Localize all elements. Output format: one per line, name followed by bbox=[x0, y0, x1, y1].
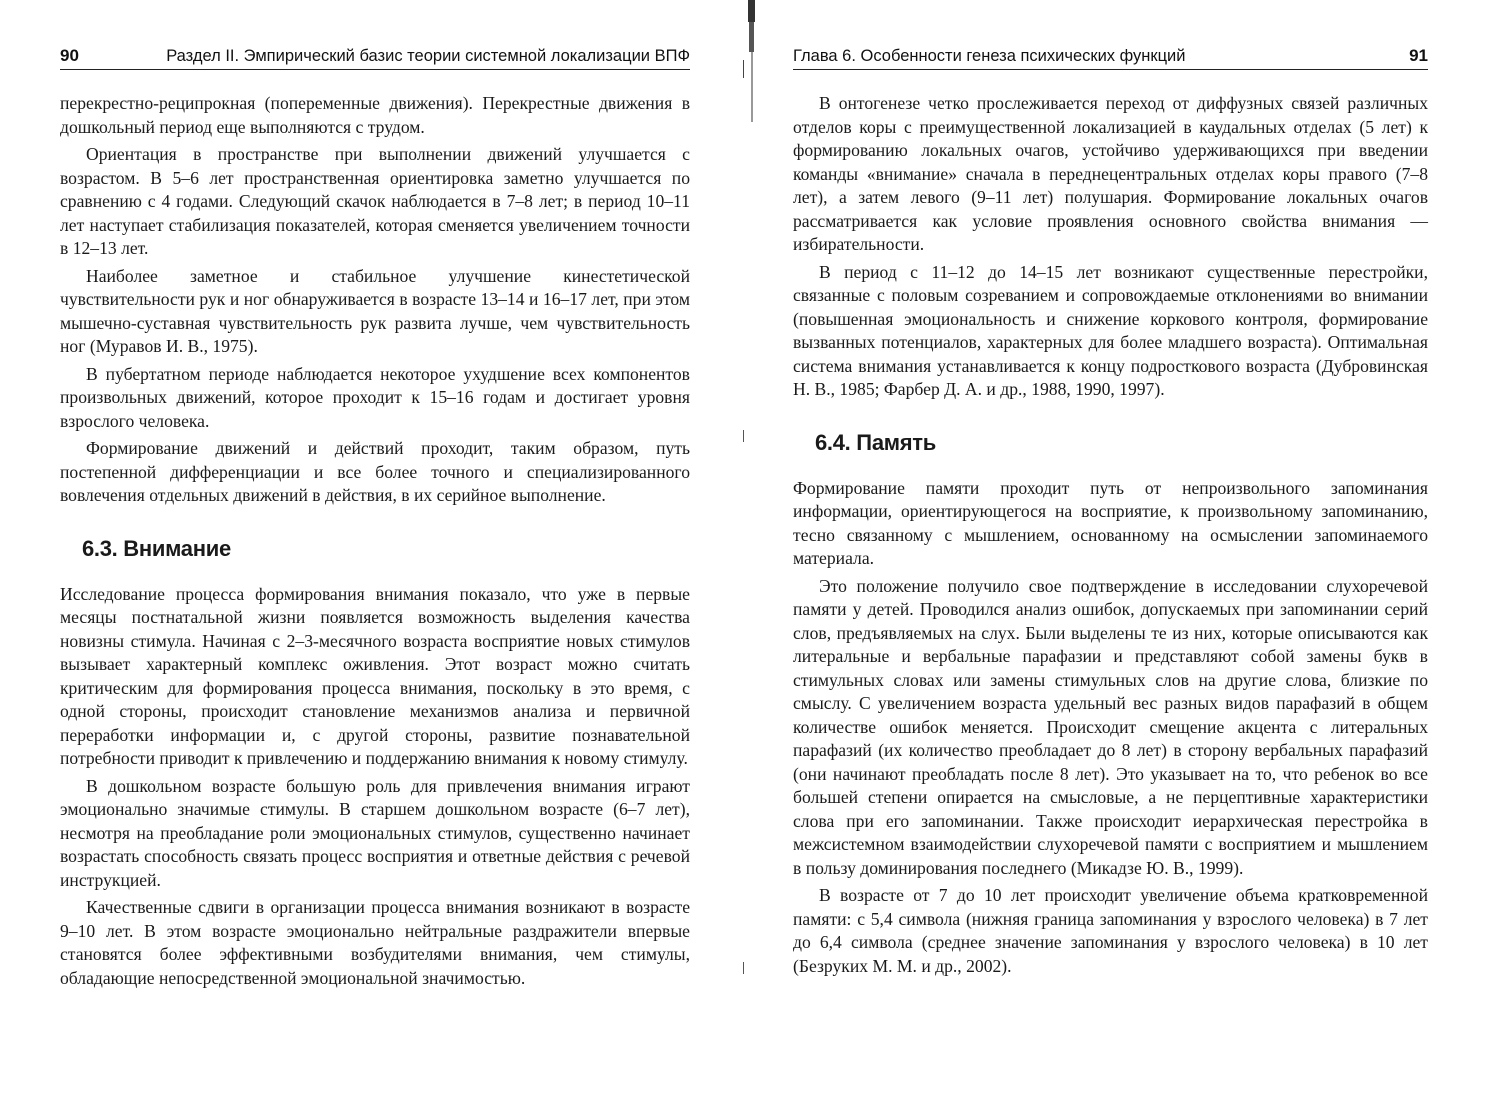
right-page-body bbox=[793, 92, 1428, 978]
left-header-rule bbox=[60, 69, 690, 70]
right-page-number: 91 bbox=[1409, 46, 1428, 65]
paragraph: В онтогенезе четко прослеживается переход от диффузных связей различных отделов коры с преимущественной локализацией в каудальных отделах (5 лет) к формированию локальных очагов, устойчиво удерживающихся при введении команды «внимание» сначала в переднецентральных отделах коры правого (7–8 лет), а затем левого (9–11 лет) полушария. Формирование локальных очагов рассматривается как условие проявления основного свойства внимания — избирательности. bbox=[793, 93, 1428, 254]
paragraph: В дошкольном возрасте большую роль для привлечения внимания играют эмоционально значимые стимулы. В старшем дошкольном возрасте (6–7 лет), несмотря на преобладание роли эмоциональных стимулов, существенно начинает возрастать способность связать процесс восприятия и ответные действия с речевой инструкцией. bbox=[60, 775, 690, 890]
section-heading-memory: 6.4. Память bbox=[815, 429, 936, 455]
paragraph: Наиболее заметное и стабильное улучшение кинестетической чувствительности рук и ног обнаруживается в возрасте 13–14 и 16–17 лет, при этом мышечно-суставная чувствительность рук развита лучше, чем чувствительность ног (Муравов И. В., 1975). bbox=[60, 265, 690, 356]
left-running-title: Раздел II. Эмпирический базис теории системной локализации ВПФ bbox=[166, 47, 690, 65]
paragraph: В возрасте от 7 до 10 лет происходит увеличение объема кратковременной памяти: с 5,4 символа (нижняя граница запоминания у взрослого человека) в 7 лет до 6,4 символа (среднее значение запоминания у взрослого человека) в 10 лет (Безруких М. М. и др., 2002). bbox=[793, 885, 1428, 976]
paragraph: Формирование памяти проходит путь от непроизвольного запоминания информации, ориентирующегося на восприятие, к произвольному запоминанию, тесно связанному с мышлением, основанному на осмыслении запоминаемого материала. bbox=[793, 477, 1428, 568]
left-page-body bbox=[60, 92, 690, 990]
paragraph: Исследование процесса формирования внимания показало, что уже в первые месяцы постнатальной жизни появляется возможность выделения качества новизны стимула. Начиная с 2–3-месячного возраста восприятие новых стимулов вызывает характерный комплекс оживления. Этот возраст можно считать критическим для формирования процесса внимания, поскольку в это время, с одной стороны, происходит становление механизмов анализа и первичной переработки информации и, с другой стороны, развитие познавательной потребности приводит к привлечению и поддержанию внимания к новому стимулу. bbox=[60, 583, 690, 768]
paragraph: перекрестно-реципрокная (попеременные движения). Перекрестные движения в дошкольный период еще выполняются с трудом. bbox=[60, 93, 690, 137]
paragraph: Ориентация в пространстве при выполнении движений улучшается с возрастом. В 5–6 лет пространственная ориентировка заметно улучшается по сравнению с 4 годами. Следующий скачок наблюдается в 7–8 лет; в период 10–11 лет наступает стабилизация показателей, которая сменяется увеличением точности в 12–13 лет. bbox=[60, 144, 690, 258]
right-running-head bbox=[793, 44, 1428, 68]
paragraph: Формирование движений и действий проходит, таким образом, путь постепенной дифференциации и все более точного и специализированного вовлечения отдельных движений в действия, в их серийное выполнение. bbox=[60, 438, 690, 505]
paragraph: В период с 11–12 до 14–15 лет возникают существенные перестройки, связанные с половым созреванием и сопровождаемые отклонениями во внимании (повышенная эмоциональность и снижение коркового контроля, формирование вызванных потенциалов, характерных для более младшего возраста). Оптимальная система внимания устанавливается к концу подросткового возраста (Дубровинская Н. В., 1985; Фарбер Д. А. и др., 1988, 1990, 1997). bbox=[793, 261, 1428, 399]
section-heading-attention: 6.3. Внимание bbox=[82, 535, 231, 561]
right-header-rule bbox=[793, 69, 1428, 70]
right-running-title: Глава 6. Особенности генеза психических функций bbox=[793, 47, 1186, 65]
left-running-head bbox=[60, 44, 690, 68]
paragraph: Это положение получило свое подтверждение в исследовании слухоречевой памяти у детей. Проводился анализ ошибок, допускаемых при запоминании серий слов, предъявляемых на слух. Были выделены те из них, которые описываются как литеральные и вербальные парафазии и представляют собой замены букв в стимульных словах или замены стимульных слов на другие слова, близкие по смыслу. С увеличением возраста удельный вес разных видов парафазий в общем количестве ошибок меняется. Происходит смещение акцента с литеральных парафазий (их количество преобладает до 8 лет) в сторону вербальных парафазий (они начинают преобладать после 8 лет). Это указывает на то, что ребенок во все большей степени опирается на смысловые, а не перцептивные характеристики слова при его запоминании. Также происходит иерархическая перестройка в межсистемном взаимодействии слухоречевой памяти с восприятием и мышлением в пользу доминирования последнего (Микадзе Ю. В., 1999). bbox=[793, 575, 1428, 878]
left-page-number: 90 bbox=[60, 46, 79, 65]
paragraph: Качественные сдвиги в организации процесса внимания возникают в возрасте 9–10 лет. В этом возрасте эмоционально нейтральные раздражители впервые становятся более эффективными возбудителями внимания, чем стимулы, обладающие непосредственной эмоциональной значимостью. bbox=[60, 897, 690, 988]
right-page bbox=[748, 0, 1496, 1095]
paragraph: В пубертатном периоде наблюдается некоторое ухудшение всех компонентов произвольных движений, которое проходит к 15–16 годам и достигает уровня взрослого человека. bbox=[60, 363, 690, 431]
